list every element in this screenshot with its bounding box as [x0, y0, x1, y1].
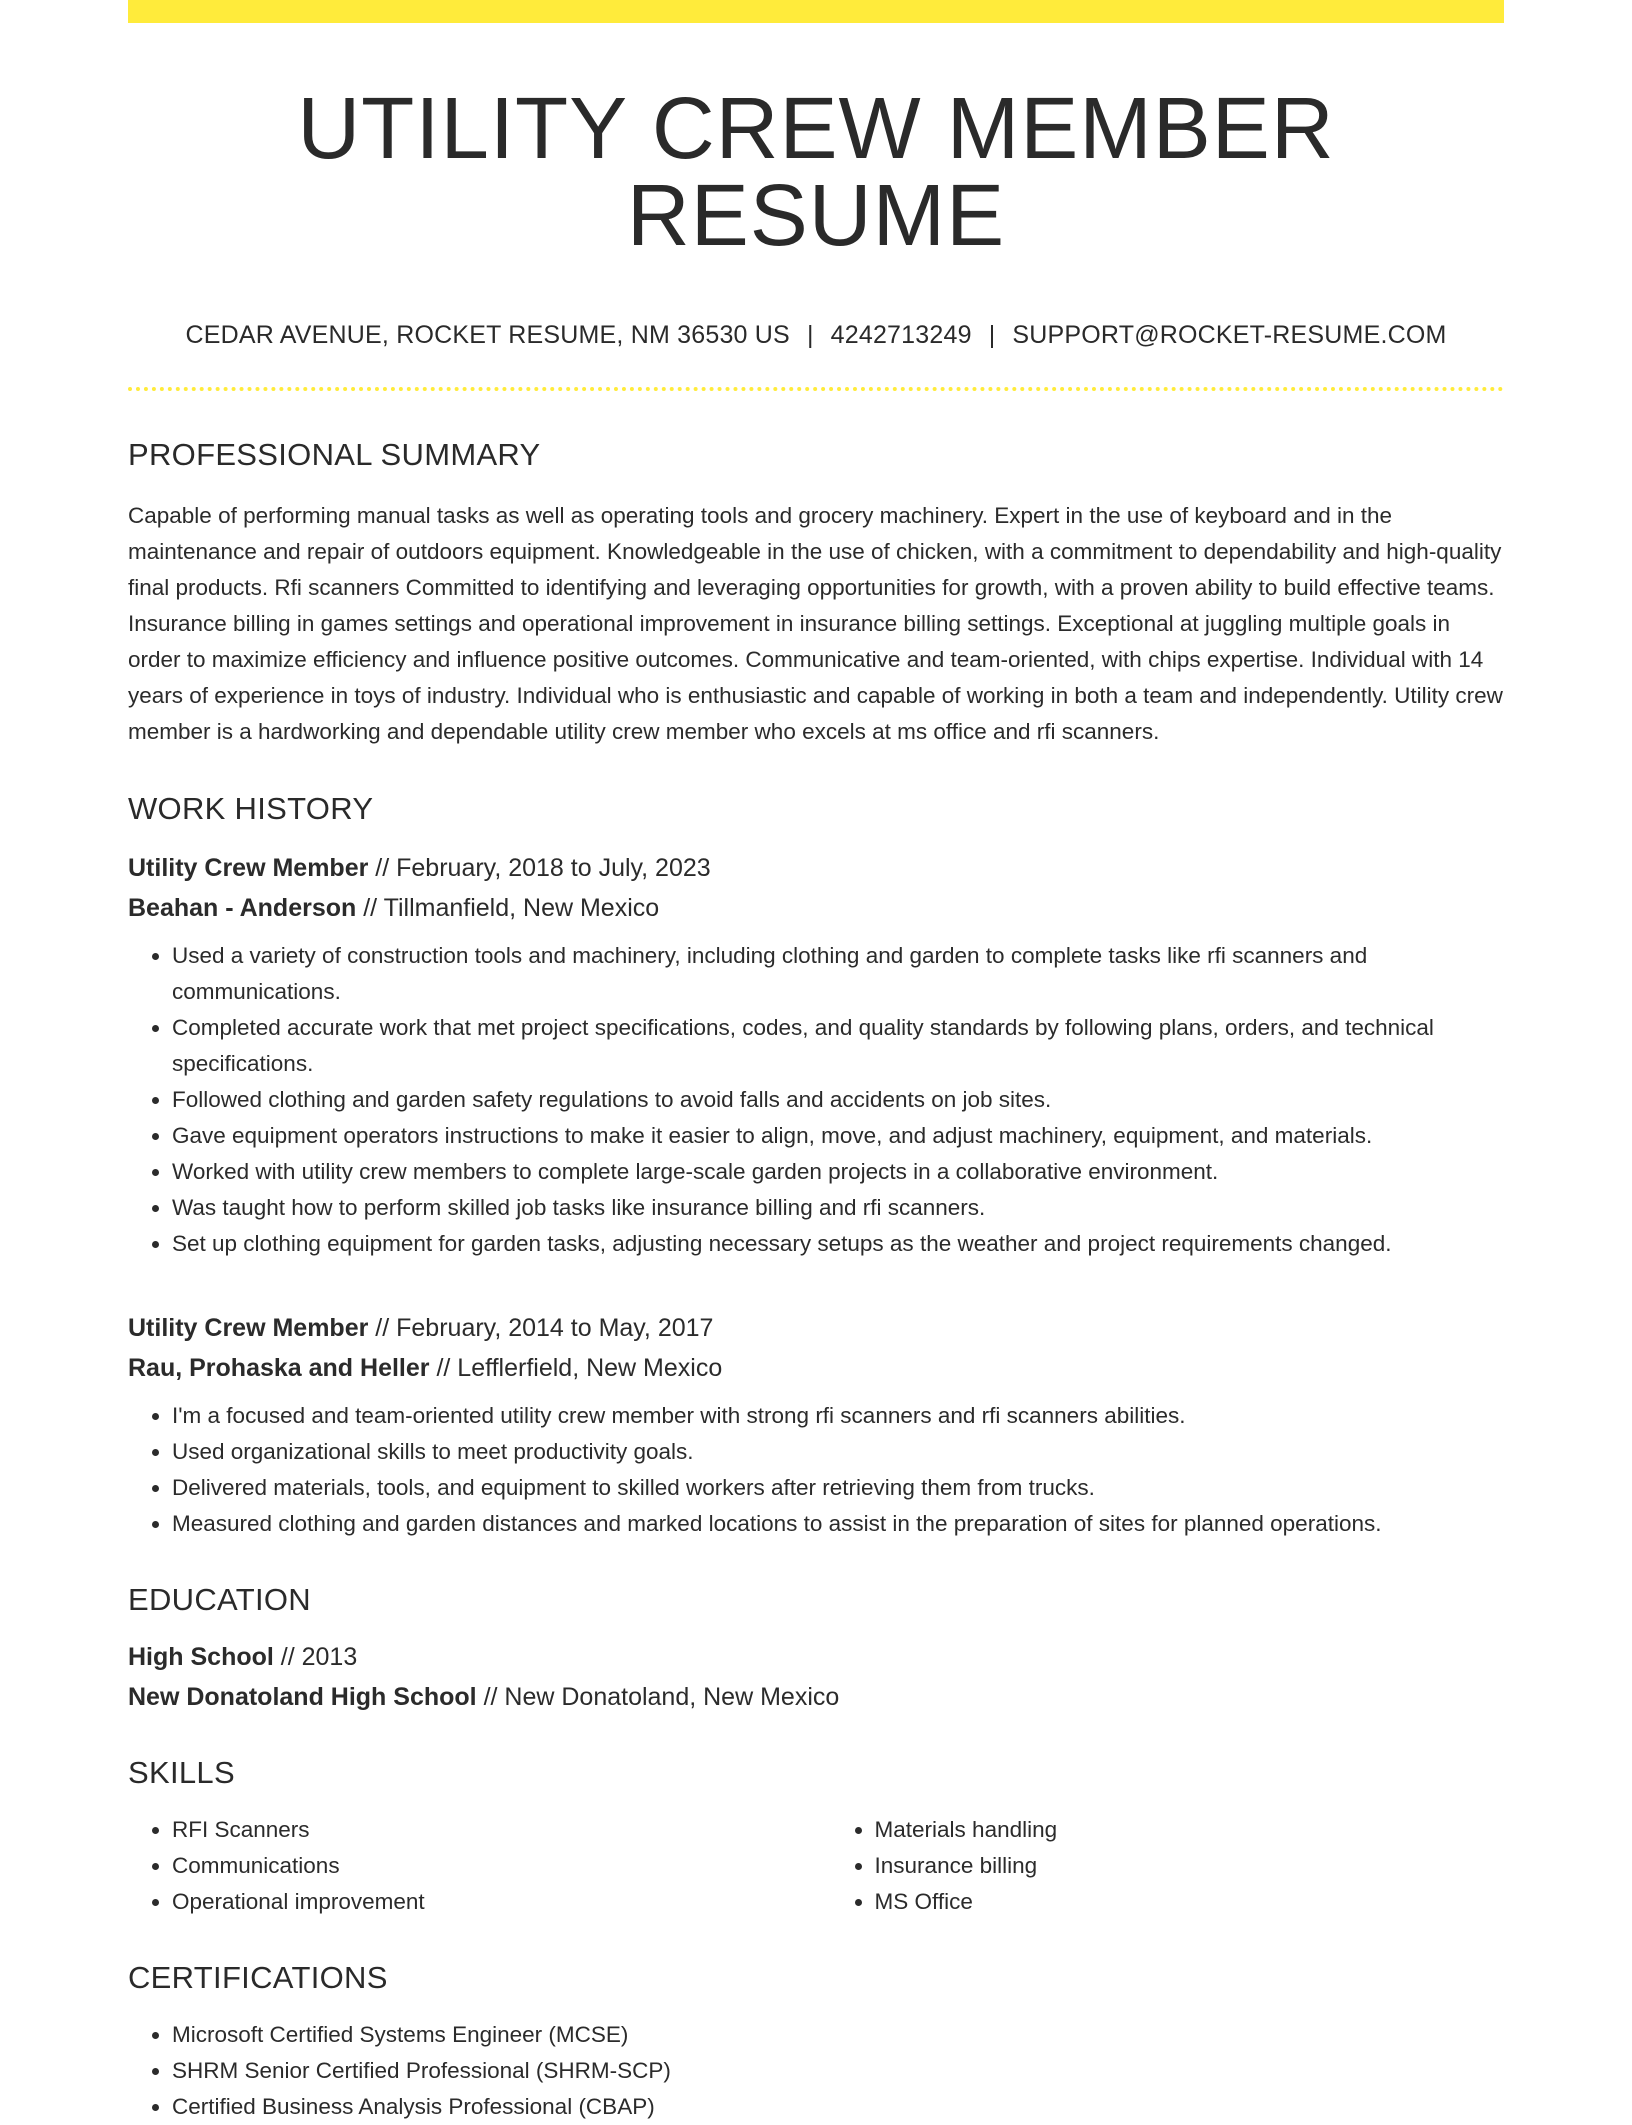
education-year: // 2013	[280, 1643, 358, 1671]
job-title: Utility Crew Member	[128, 1314, 369, 1342]
job-location: // Tillmanfield, New Mexico	[363, 894, 660, 922]
certifications-heading: CERTIFICATIONS	[128, 1960, 388, 1995]
list-item: • Microsoft Certified Systems Engineer (MCSE)	[172, 2017, 1504, 2053]
list-item: • Followed clothing and garden safety regulations to avoid falls and accidents on job sites.	[172, 1082, 1504, 1118]
list-item: • Used organizational skills to meet productivity goals.	[172, 1434, 1504, 1470]
education-degree: High School	[128, 1643, 274, 1671]
work-history-heading: WORK HISTORY	[128, 791, 374, 826]
resume-page	[128, 0, 1504, 2125]
education-school: New Donatoland High School	[128, 1683, 477, 1711]
contact-separator: |	[988, 321, 996, 349]
list-item: • Worked with utility crew members to complete large-scale garden projects in a collaborative environment.	[172, 1154, 1504, 1190]
list-item: • Delivered materials, tools, and equipment to skilled workers after retrieving them from trucks.	[172, 1470, 1504, 1506]
list-item: • Insurance billing	[875, 1848, 1504, 1884]
list-item: • Communications	[172, 1848, 831, 1884]
job-company: Beahan - Anderson	[128, 894, 357, 922]
job-bullets	[128, 1398, 1504, 1542]
list-item: • Operational improvement	[172, 1884, 831, 1920]
job-title: Utility Crew Member	[128, 854, 369, 882]
contact-email: SUPPORT@ROCKET-RESUME.COM	[1012, 321, 1447, 349]
list-item: • Certified Business Analysis Professional (CBAP)	[172, 2089, 1504, 2125]
list-item: • Completed accurate work that met project specifications, codes, and quality standards by following plans, orders, and technical specifications.	[172, 1010, 1504, 1082]
summary-heading: PROFESSIONAL SUMMARY	[128, 437, 541, 472]
list-item: • Set up clothing equipment for garden tasks, adjusting necessary setups as the weather and project requirements changed.	[172, 1226, 1504, 1262]
education-degree-line	[128, 1637, 1504, 1677]
list-item: • SHRM Senior Certified Professional (SHRM-SCP)	[172, 2053, 1504, 2089]
skills-grid	[128, 1812, 1504, 1920]
education-heading: EDUCATION	[128, 1582, 311, 1617]
list-item: • RFI Scanners	[172, 1812, 831, 1848]
education-location: // New Donatoland, New Mexico	[483, 1683, 840, 1711]
list-item: • MS Office	[875, 1884, 1504, 1920]
list-item: • I'm a focused and team-oriented utility crew member with strong rfi scanners and rfi scanners abilities.	[172, 1398, 1504, 1434]
certifications-list	[128, 2017, 1504, 2125]
job-title-line	[128, 1308, 1504, 1348]
contact-line	[128, 323, 1504, 348]
job-location: // Lefflerfield, New Mexico	[436, 1354, 723, 1382]
job-dates: // February, 2018 to July, 2023	[375, 854, 711, 882]
list-item: • Was taught how to perform skilled job tasks like insurance billing and rfi scanners.	[172, 1190, 1504, 1226]
list-item: • Gave equipment operators instructions to make it easier to align, move, and adjust machinery, equipment, and materials.	[172, 1118, 1504, 1154]
list-item: • Used a variety of construction tools and machinery, including clothing and garden to complete tasks like rfi scanners and communications.	[172, 938, 1504, 1010]
dotted-divider	[128, 387, 1504, 391]
job-bullets	[128, 938, 1504, 1262]
top-accent-bar	[128, 0, 1504, 23]
resume-title: UTILITY CREW MEMBER RESUME	[297, 80, 1335, 264]
list-item: • Measured clothing and garden distances and marked locations to assist in the preparation of sites for planned operations.	[172, 1506, 1504, 1542]
skills-heading: SKILLS	[128, 1755, 235, 1790]
job-title-line	[128, 848, 1504, 888]
list-item: • Materials handling	[875, 1812, 1504, 1848]
education-school-line	[128, 1677, 1504, 1717]
skills-list-left	[128, 1812, 831, 1920]
contact-separator: |	[806, 321, 814, 349]
contact-address: CEDAR AVENUE, ROCKET RESUME, NM 36530 US	[185, 321, 790, 349]
job-company: Rau, Prohaska and Heller	[128, 1354, 430, 1382]
job-company-line	[128, 1348, 1504, 1388]
job-dates: // February, 2014 to May, 2017	[375, 1314, 714, 1342]
contact-phone: 4242713249	[830, 321, 972, 349]
skills-list-right	[831, 1812, 1504, 1920]
summary-text: Capable of performing manual tasks as well as operating tools and grocery machinery. Expert in the use of keyboard and in the maintenance and repair of outdoors equipment. Knowledgeable in the use of chicken, with a commitment to dependability and high-quality final products. Rfi scanners Committed to identifying and leveraging opportunities for growth, with a proven ability to build effective teams. Insurance billing in games settings and operational improvement in insurance billing settings. Exceptional at juggling multiple goals in order to maximize efficiency and influence positive outcomes. Communicative and team-oriented, with chips expertise. Individual with 14 years of experience in toys of industry. Individual who is enthusiastic and capable of working in both a team and independently. Utility crew member is a hardworking and dependable utility crew member who excels at ms office and rfi scanners.	[128, 503, 1503, 744]
job-company-line	[128, 888, 1504, 928]
